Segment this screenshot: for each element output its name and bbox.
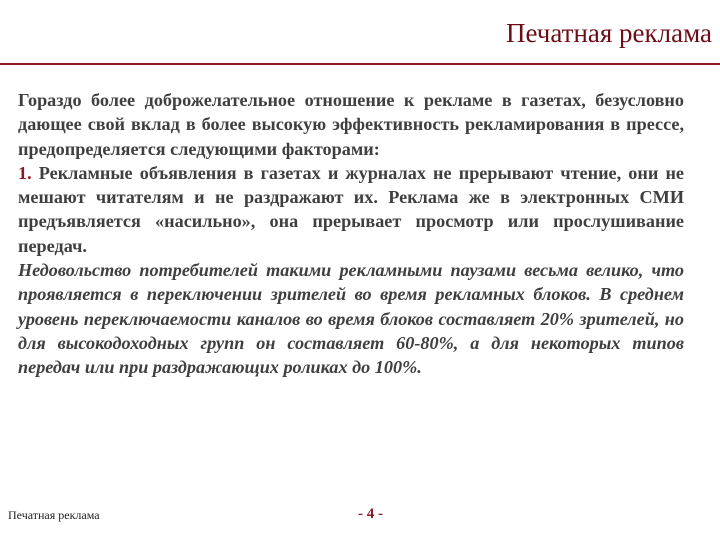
point-text: Рекламные объявления в газетах и журналах не прерывают чтение, они не мешают читателям и не раздражают их. Реклама же в электронных СМИ предъявляется «насильно», она прерывает просмотр или прослушивание передач. bbox=[18, 162, 684, 256]
intro-paragraph bbox=[18, 88, 684, 380]
footer-caption: Печатная реклама bbox=[8, 508, 100, 522]
italic-paragraph: Недовольство потребителей такими рекламными паузами весьма велико, что проявляется в переключении зрителей во время рекламных блоков. В среднем уровень переключаемости каналов во время блоков составляет 20% зрителей, но для высокодоходных групп он составляет 60-80%, а для некоторых типов передач или при раздражающих роликах до 100%. bbox=[18, 260, 684, 378]
point-number: 1. bbox=[18, 162, 32, 183]
header-divider bbox=[0, 63, 720, 65]
slide-body bbox=[18, 88, 684, 380]
intro-text: Гораздо более доброжелательное отношение к рекламе в газетах, безусловно дающее свой вклад в более высокую эффективность рекламирования в прессе, предопределяется следующими факторами: bbox=[18, 90, 684, 159]
slide-header bbox=[0, 0, 720, 62]
slide-title: Печатная реклама bbox=[505, 18, 712, 48]
page-number: - 4 - bbox=[358, 506, 383, 522]
